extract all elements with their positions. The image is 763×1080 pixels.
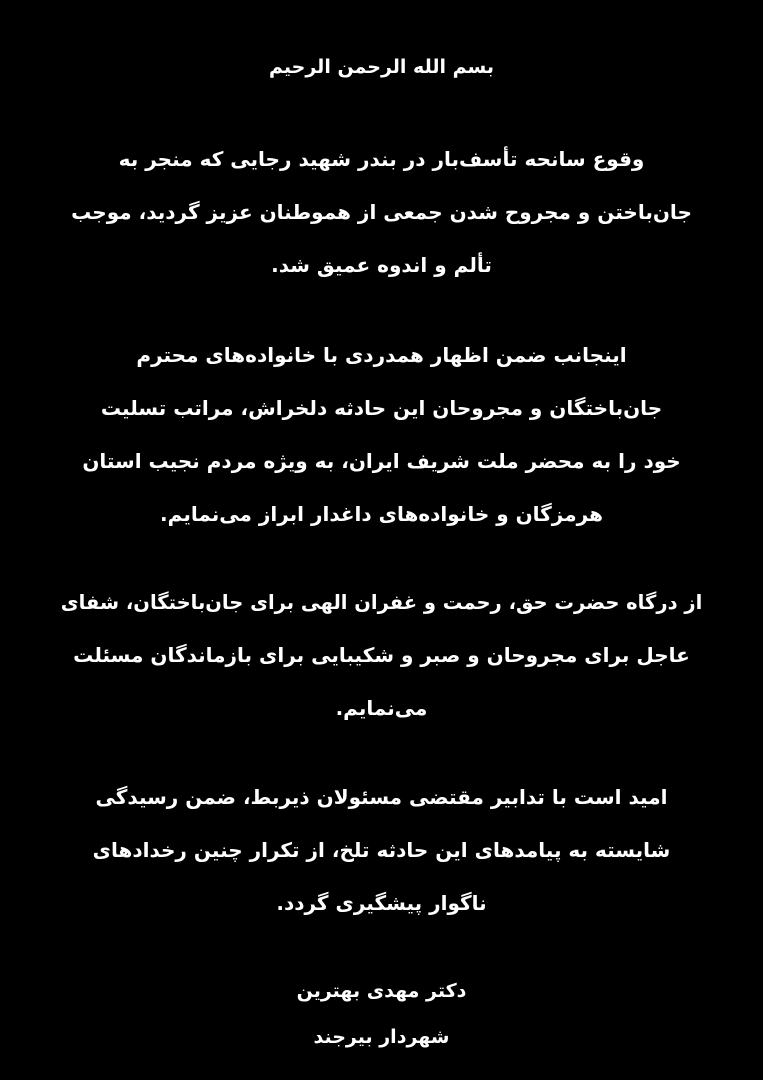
paragraph-line: از درگاه حضرت حق، رحمت و غفران الهی برای جان‌باختگان، شفای (60, 591, 703, 614)
paragraph-line: هرمزگان و خانواده‌های داغدار ابراز می‌نمایم. (160, 502, 603, 526)
basmala-heading: بسم الله الرحمن الرحیم (269, 56, 494, 78)
paragraph-line: وقوع سانحه تأسف‌بار در بندر شهید رجایی که منجر به (118, 147, 645, 171)
signatory-title: شهردار بیرجند (313, 1026, 450, 1048)
paragraph-line: اینجانب ضمن اظهار همدردی با خانواده‌های محترم (136, 343, 627, 367)
paragraph-prayer (60, 576, 703, 735)
paragraph-line: شایسته به پیامدهای این حادثه تلخ، از تکرار چنین رخدادهای (92, 838, 671, 862)
paragraph-line: می‌نمایم. (335, 696, 428, 720)
paragraph-line: ناگوار پیشگیری گردد. (276, 891, 487, 915)
paragraph-line: امید است با تدابیر مقتضی مسئولان ذیربط، ضمن رسیدگی (95, 785, 668, 809)
paragraph-line: عاجل برای مجروحان و صبر و شکیبایی برای بازماندگان مسئلت (73, 643, 690, 667)
paragraph-incident (60, 133, 703, 292)
signature-block (0, 968, 763, 1060)
paragraph-hope (60, 771, 703, 930)
paragraph-line: تألم و اندوه عمیق شد. (271, 253, 492, 277)
paragraph-condolence (60, 329, 703, 541)
paragraph-line: جان‌باختن و مجروح شدن جمعی از هموطنان عزیز گردید، موجب (71, 200, 692, 224)
paragraph-line: خود را به محضر ملت شریف ایران، به ویژه مردم نجیب استان (82, 449, 681, 473)
signatory-name: دکتر مهدی بهترین (296, 980, 467, 1002)
paragraph-line: جان‌باختگان و مجروحان این حادثه دلخراش، مراتب تسلیت (100, 396, 663, 420)
